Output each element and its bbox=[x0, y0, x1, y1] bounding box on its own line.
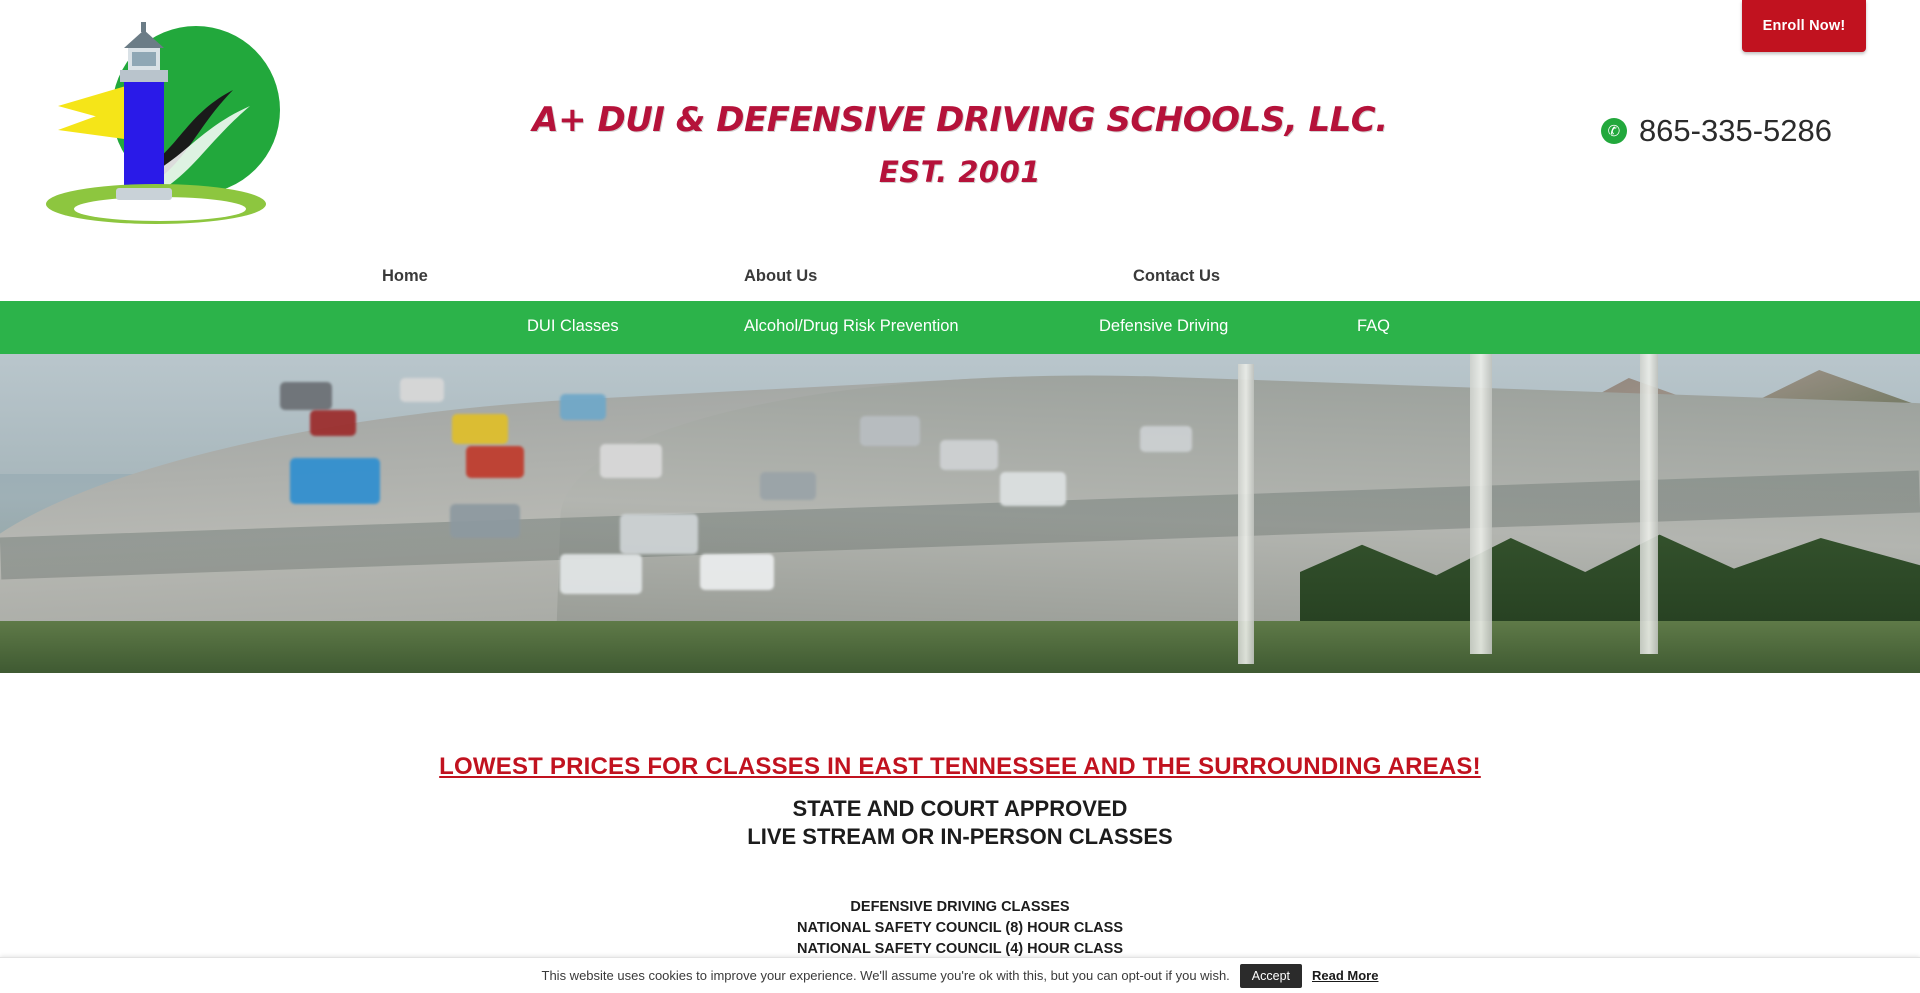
hero-car bbox=[860, 416, 920, 446]
hero-car bbox=[310, 410, 356, 436]
hero-banner-image bbox=[0, 354, 1920, 673]
hero-car bbox=[1140, 426, 1192, 452]
primary-navigation bbox=[0, 252, 1920, 306]
cookie-message: This website uses cookies to improve your experience. We'll assume you're ok with this, but you can opt-out if you wish. bbox=[541, 968, 1230, 983]
hero-car bbox=[400, 378, 444, 402]
class-list bbox=[0, 897, 1920, 959]
hero-bridge-pillar bbox=[1470, 354, 1492, 654]
class-list-item: NATIONAL SAFETY COUNCIL (8) HOUR CLASS bbox=[797, 919, 1123, 936]
hero-car bbox=[452, 414, 508, 444]
cookie-accept-button[interactable]: Accept bbox=[1240, 964, 1302, 988]
hero-car bbox=[1000, 472, 1066, 506]
phone-link[interactable] bbox=[1601, 113, 1832, 149]
hero-car bbox=[560, 554, 642, 594]
hero-car bbox=[940, 440, 998, 470]
phone-icon: ✆ bbox=[1601, 118, 1627, 144]
site-established: EST. 2001 bbox=[879, 154, 1041, 189]
secondary-navigation bbox=[0, 301, 1920, 354]
nav-item-alcohol-drug-risk-prevention[interactable]: Alcohol/Drug Risk Prevention bbox=[744, 317, 959, 335]
hero-car bbox=[620, 514, 698, 554]
hero-car bbox=[290, 458, 380, 504]
nav-item-faq[interactable]: FAQ bbox=[1357, 317, 1391, 335]
hero-car bbox=[760, 472, 816, 500]
site-header bbox=[0, 0, 1920, 335]
main-content bbox=[0, 673, 1920, 993]
site-logo[interactable] bbox=[28, 18, 318, 248]
enroll-now-button[interactable]: Enroll Now! bbox=[1742, 0, 1866, 52]
nav-item-contact-us[interactable]: Contact Us bbox=[1133, 267, 1221, 285]
promo-subline-format: LIVE STREAM OR IN-PERSON CLASSES bbox=[747, 824, 1173, 850]
hero-car bbox=[600, 444, 662, 478]
promo-subline-approved: STATE AND COURT APPROVED bbox=[792, 796, 1128, 821]
hero-bridge-pillar bbox=[1238, 364, 1254, 664]
class-list-item: NATIONAL SAFETY COUNCIL (4) HOUR CLASS bbox=[797, 940, 1123, 957]
hero-car bbox=[466, 446, 524, 478]
cookie-consent-bar bbox=[0, 957, 1920, 993]
hero-bridge-pillar bbox=[1640, 354, 1658, 654]
promo-headline: LOWEST PRICES FOR CLASSES IN EAST TENNESSEE AND THE SURROUNDING AREAS! bbox=[439, 753, 1481, 780]
phone-number: 865-335-5286 bbox=[1638, 113, 1832, 148]
cookie-read-more-link[interactable]: Read More bbox=[1312, 968, 1379, 983]
hero-car bbox=[560, 394, 606, 420]
hero-car bbox=[450, 504, 520, 538]
nav-item-home[interactable]: Home bbox=[382, 267, 428, 285]
hero-foreground-grass bbox=[0, 621, 1920, 673]
hero-car bbox=[280, 382, 332, 410]
nav-item-about-us[interactable]: About Us bbox=[744, 267, 818, 285]
hero-car bbox=[700, 554, 774, 590]
lighthouse-logo-icon bbox=[28, 18, 318, 248]
nav-item-dui-classes[interactable]: DUI Classes bbox=[527, 317, 619, 335]
site-title: A+ DUI & DEFENSIVE DRIVING SCHOOLS, LLC. bbox=[532, 100, 1388, 140]
class-list-item: DEFENSIVE DRIVING CLASSES bbox=[850, 899, 1070, 916]
nav-item-defensive-driving[interactable]: Defensive Driving bbox=[1099, 317, 1229, 335]
